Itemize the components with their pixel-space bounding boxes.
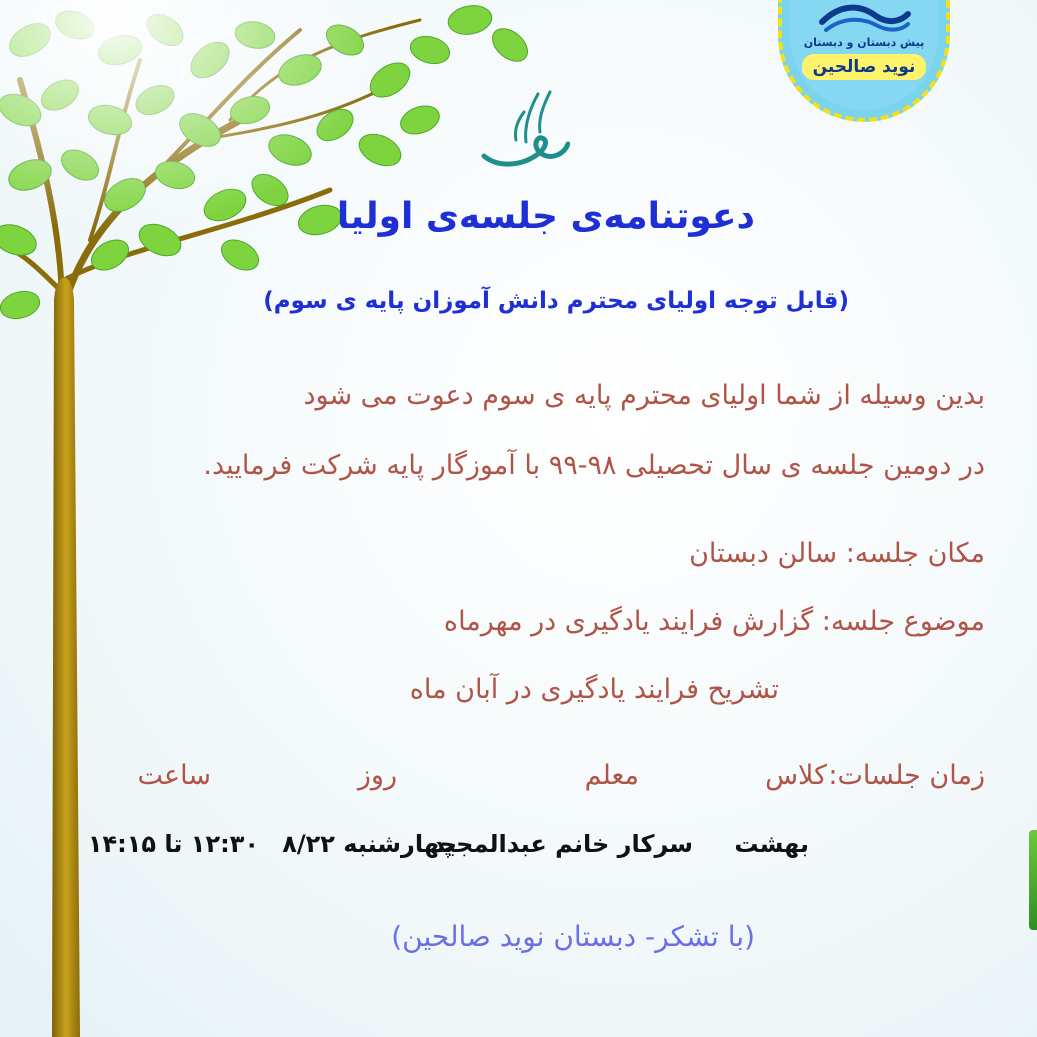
column-header-class: کلاس xyxy=(765,760,827,791)
column-header-day: روز xyxy=(357,760,397,791)
session-day: چهارشنبه ۸/۲۲ xyxy=(282,830,457,858)
sessions-label: زمان جلسات: xyxy=(828,760,985,791)
invitation-body-line-1: بدین وسیله از شما اولیای محترم پایه ی سوم دعوت می شود xyxy=(303,380,985,411)
thanks-signature: (با تشکر- دبستان نوید صالحین) xyxy=(391,920,755,953)
column-header-teacher: معلم xyxy=(584,760,639,791)
logo-subtitle: پیش دبستان و دبستان xyxy=(803,36,925,49)
meeting-topic-continued: تشریح فرایند یادگیری در آبان ماه xyxy=(409,674,779,705)
invitation-body-line-2: در دومین جلسه ی سال تحصیلی ۹۸-۹۹ با آموزگار پایه شرکت فرمایید. xyxy=(203,450,985,481)
meeting-topic: موضوع جلسه: گزارش فرایند یادگیری در مهرماه xyxy=(443,606,985,637)
edge-leaf-decoration xyxy=(1029,830,1037,930)
column-header-time: ساعت xyxy=(137,760,211,791)
school-logo xyxy=(778,0,950,122)
calligraphy-mark xyxy=(478,82,570,174)
session-teacher: سرکار خانم عبدالمجید xyxy=(432,830,693,858)
invitation-title: دعوتنامه‌ی جلسه‌ی اولیا xyxy=(336,196,755,237)
meeting-venue: مکان جلسه: سالن دبستان xyxy=(689,538,985,569)
logo-name: نوید صالحین xyxy=(802,54,926,80)
session-time: ۱۲:۳۰ تا ۱۴:۱۵ xyxy=(87,830,259,858)
school-logo-wave-icon xyxy=(816,0,912,34)
invitation-subtitle: (قابل توجه اولیای محترم دانش آموزان پایه ی سوم) xyxy=(263,288,849,314)
session-class: بهشت xyxy=(734,830,809,858)
